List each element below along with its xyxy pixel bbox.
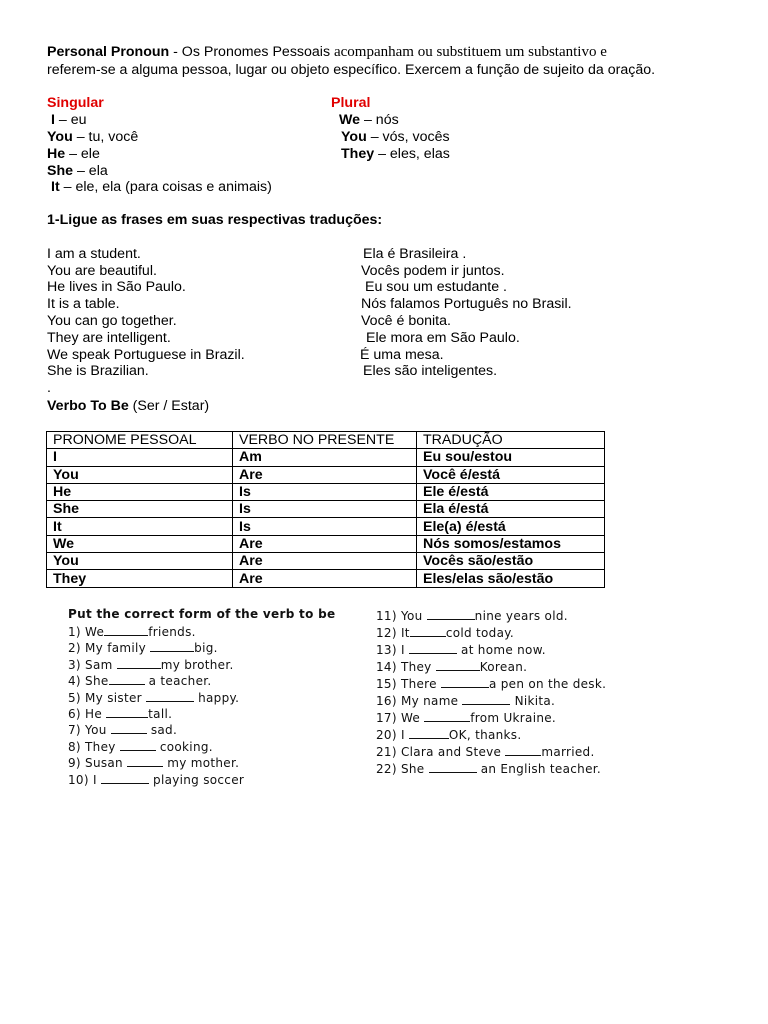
- table-row: You Are Você é/está: [47, 466, 605, 483]
- answer-blank[interactable]: [150, 641, 194, 652]
- exercise2-item-7: 7) You sad.: [68, 723, 178, 737]
- plural-pronoun-you: You – vós, vocês: [341, 129, 450, 145]
- exercise2-item-22: 22) She an English teacher.: [376, 762, 601, 776]
- exercise2-item-9: 9) Susan my mother.: [68, 756, 240, 770]
- plural-pronoun-we: We – nós: [339, 112, 399, 128]
- intro-text-b: acompanham ou substituem um substantivo e: [333, 44, 607, 60]
- answer-blank[interactable]: [424, 711, 470, 722]
- answer-blank[interactable]: [429, 762, 477, 773]
- exercise1-right-6: Ele mora em São Paulo.: [366, 330, 520, 346]
- exercise2-item-21: 21) Clara and Steve married.: [376, 745, 595, 759]
- table-header: VERBO NO PRESENTE: [233, 432, 417, 449]
- answer-blank[interactable]: [109, 674, 145, 685]
- answer-blank[interactable]: [120, 740, 156, 751]
- singular-pronoun-she: She – ela: [47, 163, 108, 179]
- verb-to-be-title: Verbo To Be (Ser / Estar): [47, 398, 210, 414]
- exercise1-left-4: It is a table.: [47, 296, 120, 312]
- exercise2-item-10: 10) I playing soccer: [68, 773, 245, 787]
- intro-text-a: - Os Pronomes Pessoais: [169, 44, 334, 60]
- table-row: You Are Vocês são/estão: [47, 553, 605, 570]
- singular-pronoun-he: He – ele: [47, 146, 100, 162]
- exercise2-item-8: 8) They cooking.: [68, 740, 213, 754]
- exercise2-title: Put the correct form of the verb to be: [68, 607, 336, 621]
- table-row: It Is Ele(a) é/está: [47, 518, 605, 535]
- answer-blank[interactable]: [462, 694, 510, 705]
- singular-pronoun-it: It – ele, ela (para coisas e animais): [51, 179, 272, 195]
- table-row: We Are Nós somos/estamos: [47, 535, 605, 552]
- table-header-row: [47, 432, 605, 449]
- exercise1-left-5: You can go together.: [47, 313, 177, 329]
- exercise1-left-7: We speak Portuguese in Brazil.: [47, 347, 245, 363]
- answer-blank[interactable]: [427, 609, 475, 620]
- table-row: I Am Eu sou/estou: [47, 449, 605, 466]
- plural-heading: Plural: [331, 95, 371, 111]
- exercise1-left-6: They are intelligent.: [47, 330, 171, 346]
- singular-pronoun-you: You – tu, você: [47, 129, 139, 145]
- exercise2-item-12: 12) It cold today.: [376, 626, 515, 640]
- exercise1-left-2: You are beautiful.: [47, 263, 157, 279]
- exercise2-item-3: 3) Sam my brother.: [68, 658, 234, 672]
- table-row: They Are Eles/elas são/estão: [47, 570, 605, 587]
- exercise2-item-17: 17) We from Ukraine.: [376, 711, 557, 725]
- table-row: She Is Ela é/está: [47, 501, 605, 518]
- exercise1-left-1: I am a student.: [47, 246, 141, 262]
- exercise2-item-2: 2) My family big.: [68, 641, 218, 655]
- verb-to-be-table: [46, 431, 605, 588]
- exercise2-item-14: 14) They Korean.: [376, 660, 528, 674]
- answer-blank[interactable]: [111, 723, 147, 734]
- exercise2-item-15: 15) There a pen on the desk.: [376, 677, 607, 691]
- answer-blank[interactable]: [117, 658, 161, 669]
- exercise2-item-16: 16) My name Nikita.: [376, 694, 556, 708]
- exercise2-item-4: 4) She a teacher.: [68, 674, 212, 688]
- answer-blank[interactable]: [505, 745, 541, 756]
- exercise2-item-5: 5) My sister happy.: [68, 691, 240, 705]
- answer-blank[interactable]: [106, 707, 148, 718]
- exercise2-item-1: 1) We friends.: [68, 625, 196, 639]
- intro-line-2: referem-se a alguma pessoa, lugar ou objeto específico. Exercem a função de sujeito da oração.: [47, 62, 656, 78]
- exercise1-right-8: Eles são inteligentes.: [363, 363, 498, 379]
- exercise1-right-2: Vocês podem ir juntos.: [361, 263, 505, 279]
- table-row: He Is Ele é/está: [47, 483, 605, 500]
- answer-blank[interactable]: [146, 691, 194, 702]
- exercise1-left-8: She is Brazilian.: [47, 363, 149, 379]
- answer-blank[interactable]: [101, 773, 149, 784]
- table-header: PRONOME PESSOAL: [47, 432, 233, 449]
- exercise2-item-20: 20) I OK, thanks.: [376, 728, 522, 742]
- answer-blank[interactable]: [409, 728, 449, 739]
- exercise2-item-6: 6) He tall.: [68, 707, 173, 721]
- intro-line-1: [47, 44, 607, 61]
- plural-pronoun-they: They – eles, elas: [341, 146, 450, 162]
- table-header: TRADUÇÃO: [417, 432, 605, 449]
- singular-heading: Singular: [47, 95, 104, 111]
- exercise1-right-4: Nós falamos Português no Brasil.: [361, 296, 572, 312]
- exercise1-right-1: Ela é Brasileira .: [363, 246, 467, 262]
- answer-blank[interactable]: [410, 626, 446, 637]
- singular-pronoun-i: I – eu: [51, 112, 87, 128]
- intro-term: Personal Pronoun: [47, 44, 170, 60]
- answer-blank[interactable]: [409, 643, 457, 654]
- answer-blank[interactable]: [104, 625, 148, 636]
- answer-blank[interactable]: [127, 756, 163, 767]
- answer-blank[interactable]: [441, 677, 489, 688]
- exercise1-right-3: Eu sou um estudante .: [365, 279, 507, 295]
- exercise1-title: 1-Ligue as frases em suas respectivas traduções:: [47, 212, 383, 228]
- exercise1-right-7: É uma mesa.: [360, 347, 444, 363]
- exercise1-left-3: He lives in São Paulo.: [47, 279, 186, 295]
- answer-blank[interactable]: [436, 660, 480, 671]
- exercise2-item-13: 13) I at home now.: [376, 643, 546, 657]
- exercise2-item-11: 11) You nine years old.: [376, 609, 568, 623]
- exercise1-right-5: Você é bonita.: [361, 313, 451, 329]
- stray-dot: .: [47, 380, 51, 396]
